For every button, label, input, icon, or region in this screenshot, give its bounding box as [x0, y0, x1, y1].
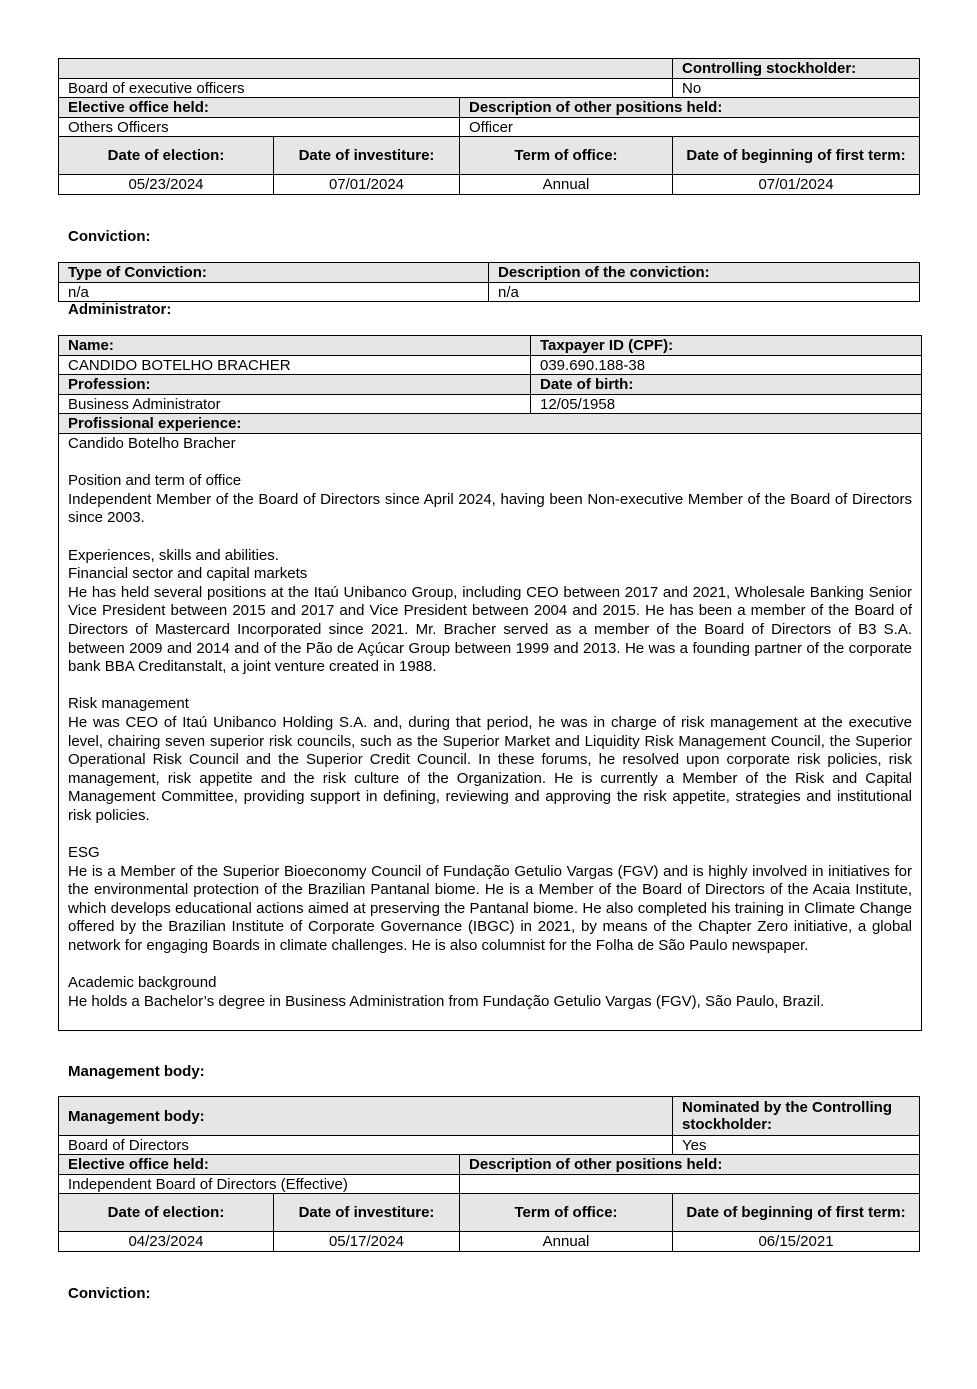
- management-body-value: Board of executive officers: [59, 79, 673, 98]
- other-positions-value: Officer: [460, 118, 920, 137]
- elective-office-value: Independent Board of Directors (Effective): [59, 1175, 460, 1194]
- name-value: CANDIDO BOTELHO BRACHER: [59, 356, 531, 375]
- date-of-investiture-label: Date of investiture:: [274, 137, 460, 175]
- other-positions-label: Description of other positions held:: [460, 98, 920, 118]
- professional-experience-label: Profissional experience:: [59, 414, 922, 434]
- other-positions-value: [460, 1175, 920, 1194]
- profession-label: Profession:: [59, 375, 531, 395]
- experience-academic-heading: Academic background: [68, 974, 217, 992]
- position-table-board: [58, 1096, 920, 1252]
- cpf-label: Taxpayer ID (CPF):: [531, 336, 922, 356]
- conviction-description-value: n/a: [489, 283, 920, 302]
- nominated-value: Yes: [673, 1136, 920, 1155]
- conviction-type-label: Type of Conviction:: [59, 263, 489, 283]
- date-of-election-value: 05/23/2024: [59, 175, 274, 195]
- experience-risk-text: He was CEO of Itaú Unibanco Holding S.A. and, during that period, he was in charge of risk management at the executive level, chairing seven superior risk councils, such as the Superior Market and Liquidity Risk Management Council, the Superior Operational Risk Council and the Superior Credit Council. In these forums, he resolved upon corporate risk policies, risk management, risk appetite and the risk culture of the Organization. He is currently a Member of the Risk and Capital Management Committee, providing support in defining, reviewing and approving the risk appetite, strategies and institutional risk policies.: [68, 713, 912, 824]
- first-term-date-value: 06/15/2021: [673, 1232, 920, 1252]
- other-positions-label: Description of other positions held:: [460, 1155, 920, 1175]
- experience-financial-heading: Financial sector and capital markets: [68, 565, 308, 583]
- experience-name: Candido Botelho Bracher: [68, 435, 236, 452]
- conviction-heading-2: Conviction:: [68, 1285, 151, 1302]
- management-body-heading: Management body:: [68, 1063, 205, 1080]
- profession-value: Business Administrator: [59, 395, 531, 414]
- controlling-stockholder-value: No: [673, 79, 920, 98]
- conviction-heading: Conviction:: [68, 228, 151, 245]
- first-term-date-label: Date of beginning of first term:: [673, 1194, 920, 1232]
- date-of-election-label: Date of election:: [59, 137, 274, 175]
- management-body-value: Board of Directors: [59, 1136, 673, 1155]
- position-table-executive: [58, 58, 920, 195]
- experience-academic-text: He holds a Bachelor’s degree in Business Administration from Fundação Getulio Vargas (FGV), São Paulo, Brazil.: [68, 992, 825, 1010]
- elective-office-label: Elective office held:: [59, 1155, 460, 1175]
- conviction-table: [58, 262, 920, 302]
- term-of-office-value: Annual: [460, 175, 673, 195]
- professional-experience-text: [59, 434, 922, 1031]
- experience-skills-heading: Experiences, skills and abilities.: [68, 546, 279, 564]
- conviction-type-value: n/a: [59, 283, 489, 302]
- elective-office-value: Others Officers: [59, 118, 460, 137]
- experience-position-heading: Position and term of office: [68, 472, 242, 490]
- nominated-label: Nominated by the Controlling stockholder:: [673, 1097, 920, 1136]
- experience-position-text: Independent Member of the Board of Directors since April 2024, having been Non-executive Member of the Board of Directors since 2003.: [68, 490, 912, 527]
- administrator-heading: Administrator:: [68, 301, 172, 318]
- experience-risk-heading: Risk management: [68, 695, 189, 713]
- experience-esg-heading: ESG: [68, 844, 100, 862]
- term-of-office-value: Annual: [460, 1232, 673, 1252]
- conviction-description-label: Description of the conviction:: [489, 263, 920, 283]
- date-of-election-label: Date of election:: [59, 1194, 274, 1232]
- administrator-table: [58, 335, 922, 1031]
- cpf-value: 039.690.188-38: [531, 356, 922, 375]
- controlling-stockholder-label: Controlling stockholder:: [673, 59, 920, 79]
- date-of-birth-label: Date of birth:: [531, 375, 922, 395]
- date-of-investiture-label: Date of investiture:: [274, 1194, 460, 1232]
- date-of-election-value: 04/23/2024: [59, 1232, 274, 1252]
- term-of-office-label: Term of office:: [460, 137, 673, 175]
- date-of-investiture-value: 07/01/2024: [274, 175, 460, 195]
- date-of-investiture-value: 05/17/2024: [274, 1232, 460, 1252]
- experience-esg-text: He is a Member of the Superior Bioeconomy Council of Fundação Getulio Vargas (FGV) and is highly involved in initiatives for the environmental protection of the Brazilian Pantanal biome. He is a Member of the Board of Directors of the Acaia Institute, which develops educational actions aimed at preserving the Pantanal biome. He also completed his training in Climate Change offered by the Brazilian Institute of Corporate Governance (IBGC) in 2021, by means of the Chapter Zero initiative, a global network for engaging Boards in climate challenges. He is also columnist for the Folha de São Paulo newspaper.: [68, 862, 912, 955]
- name-label: Name:: [59, 336, 531, 356]
- first-term-date-value: 07/01/2024: [673, 175, 920, 195]
- experience-financial-text: He has held several positions at the Itaú Unibanco Group, including CEO between 2017 and 2021, Wholesale Banking Senior Vice President between 2015 and 2017 and Vice President between 2004 and 2015. He has been a member of the Board of Directors of Mastercard Incorporated since 2021. Mr. Bracher served as a member of the Board of Directors of B3 S.A. between 2009 and 2014 and of the Pão de Açúcar Group between 1999 and 2013. He was a founding partner of the corporate bank BBA Creditanstalt, a joint venture created in 1988.: [68, 583, 912, 676]
- elective-office-label: Elective office held:: [59, 98, 460, 118]
- management-body-label-cell: [59, 59, 673, 79]
- first-term-date-label: Date of beginning of first term:: [673, 137, 920, 175]
- term-of-office-label: Term of office:: [460, 1194, 673, 1232]
- date-of-birth-value: 12/05/1958: [531, 395, 922, 414]
- management-body-label: Management body:: [59, 1097, 673, 1136]
